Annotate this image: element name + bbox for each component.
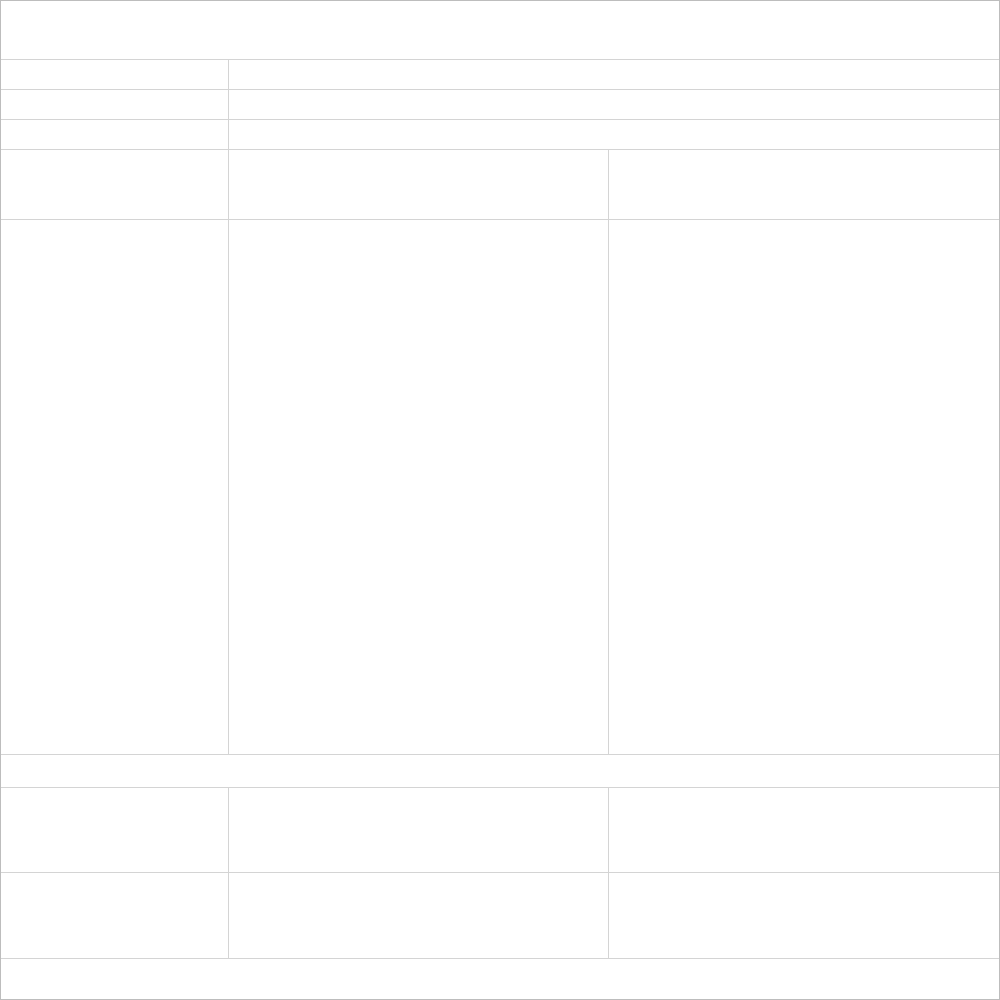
divider (1, 89, 999, 90)
divider (1, 872, 999, 873)
divider (1, 787, 999, 788)
divider (608, 149, 609, 754)
divider (1, 119, 999, 120)
divider (1, 149, 999, 150)
divider (228, 59, 229, 754)
divider (1, 59, 999, 60)
divider (608, 787, 609, 958)
divider (1, 754, 999, 755)
divider (1, 958, 999, 959)
divider (228, 787, 229, 958)
divider (1, 219, 999, 220)
